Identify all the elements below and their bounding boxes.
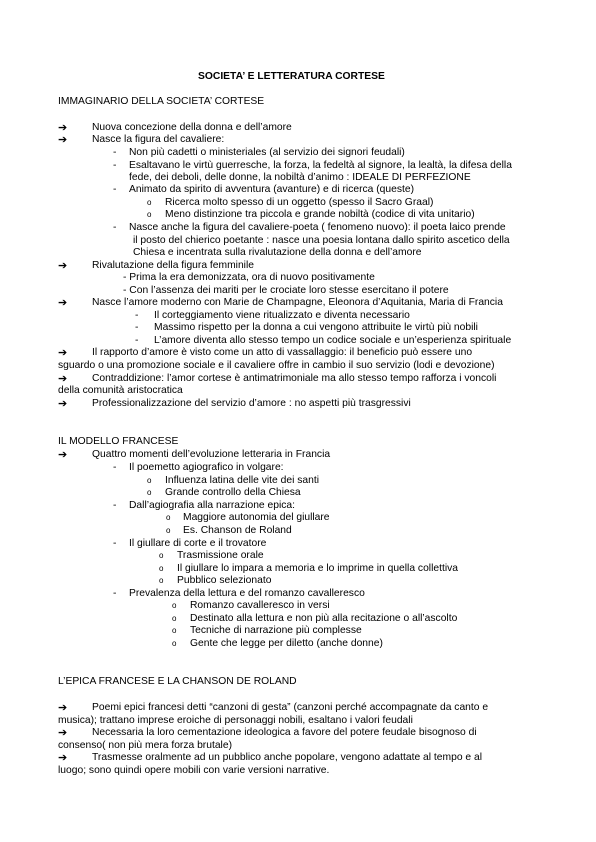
sub-bullet-text: fede, dei deboli, delle donne, la nobiltà d’animo : IDEALE DI PERFEZIONE [129, 172, 471, 183]
arrow-icon: ➔ [58, 398, 68, 410]
bullet-text: consenso( non più mera forza brutale) [58, 740, 232, 751]
sub-bullet-text: Prevalenza della lettura e del romanzo cavalleresco [129, 588, 365, 599]
arrow-icon: ➔ [58, 260, 68, 272]
sub-bullet-text: il posto del chierico poetante : nasce una poesia lontana dallo spirito ascetico della [133, 235, 510, 246]
sub-bullet-text: - Con l’assenza dei mariti per le crociate loro stesse esercitano il potere [123, 285, 449, 296]
document-title: SOCIETA’ E LETTERATURA CORTESE [198, 71, 385, 82]
circle-bullet-icon: o [147, 210, 152, 219]
sub-bullet-text: Massimo rispetto per la donna a cui vengono attribuite le virtù più nobili [154, 322, 478, 333]
circle-bullet-icon: o [147, 488, 152, 497]
dash-icon: - [113, 500, 117, 511]
sub-bullet-text: Il giullare di corte e il trovatore [129, 538, 267, 549]
circle-bullet-icon: o [159, 576, 164, 585]
circle-bullet-icon: o [172, 601, 177, 610]
sub-bullet-text: Esaltavano le virtù guerresche, la forza, la fedeltà al signore, la lealtà, la difesa della [129, 160, 512, 171]
sub-sub-bullet-text: Pubblico selezionato [177, 575, 272, 586]
sub-bullet-text: Il poemetto agiografico in volgare: [129, 462, 284, 473]
arrow-icon: ➔ [58, 702, 68, 714]
sub-sub-bullet-text: Es. Chanson de Roland [183, 525, 292, 536]
circle-bullet-icon: o [166, 513, 171, 522]
section-heading: IMMAGINARIO DELLA SOCIETA’ CORTESE [58, 96, 265, 107]
circle-bullet-icon: o [159, 564, 164, 573]
dash-icon: - [113, 184, 117, 195]
sub-bullet-text: Non più cadetti o ministeriales (al servizio dei signori feudali) [129, 147, 405, 158]
arrow-icon: ➔ [58, 449, 68, 461]
arrow-icon: ➔ [58, 727, 68, 739]
sub-bullet-text: L’amore diventa allo stesso tempo un codice sociale e un’esperienza spirituale [154, 335, 512, 346]
bullet-text: Necessaria la loro cementazione ideologica a favore del potere feudale bisognoso di [92, 727, 477, 738]
bullet-text: sguardo o una promozione sociale e il cavaliere offre in cambio il suo servizio (lodi e devozione) [58, 360, 495, 371]
section-heading: L’EPICA FRANCESE E LA CHANSON DE ROLAND [58, 676, 297, 687]
arrow-icon: ➔ [58, 134, 68, 146]
bullet-text: Nasce la figura del cavaliere: [92, 134, 225, 145]
sub-sub-bullet-text: Gente che legge per diletto (anche donne) [190, 638, 383, 649]
circle-bullet-icon: o [147, 198, 152, 207]
bullet-text: Nasce l’amore moderno con Marie de Champagne, Eleonora d’Aquitania, Maria di Francia [92, 297, 503, 308]
dash-icon: - [135, 322, 139, 333]
sub-bullet-text: Animato da spirito di avventura (avanture) e di ricerca (queste) [129, 184, 415, 195]
sub-sub-bullet-text: Il giullare lo impara a memoria e lo imprime in quella collettiva [177, 563, 458, 574]
bullet-text: della comunità aristocratica [58, 385, 183, 396]
arrow-icon: ➔ [58, 122, 68, 134]
arrow-icon: ➔ [58, 297, 68, 309]
bullet-text: musica); trattano imprese eroiche di personaggi nobili, esaltano i valori feudali [58, 715, 413, 726]
dash-icon: - [135, 335, 139, 346]
sub-bullet-text: Dall’agiografia alla narrazione epica: [129, 500, 295, 511]
circle-bullet-icon: o [147, 476, 152, 485]
sub-bullet-text: Il corteggiamento viene ritualizzato e diventa necessario [154, 310, 410, 321]
sub-sub-bullet-text: Romanzo cavalleresco in versi [190, 600, 330, 611]
sub-sub-bullet-text: Ricerca molto spesso di un oggetto (spesso il Sacro Graal) [165, 197, 434, 208]
sub-sub-bullet-text: Maggiore autonomia del giullare [183, 512, 330, 523]
bullet-text: Il rapporto d’amore è visto come un atto di vassallaggio: il beneficio può essere uno [92, 347, 473, 358]
bullet-text: luogo; sono quindi opere mobili con varie versioni narrative. [58, 765, 330, 776]
sub-sub-bullet-text: Trasmissione orale [177, 550, 264, 561]
circle-bullet-icon: o [172, 639, 177, 648]
arrow-icon: ➔ [58, 373, 68, 385]
sub-sub-bullet-text: Influenza latina delle vite dei santi [165, 475, 319, 486]
circle-bullet-icon: o [166, 526, 171, 535]
dash-icon: - [113, 588, 117, 599]
bullet-text: Quattro momenti dell’evoluzione letteraria in Francia [92, 449, 331, 460]
bullet-text: Trasmesse oralmente ad un pubblico anche popolare, vengono adattate al tempo e al [92, 752, 483, 763]
dash-icon: - [113, 462, 117, 473]
sub-sub-bullet-text: Meno distinzione tra piccola e grande nobiltà (codice di vita unitario) [165, 209, 475, 220]
arrow-icon: ➔ [58, 752, 68, 764]
sub-sub-bullet-text: Destinato alla lettura e non più alla recitazione o all’ascolto [190, 613, 458, 624]
sub-bullet-text: - Prima la era demonizzata, ora di nuovo positivamente [123, 272, 375, 283]
bullet-text: Nuova concezione della donna e dell’amore [92, 122, 292, 133]
circle-bullet-icon: o [172, 614, 177, 623]
section-heading: IL MODELLO FRANCESE [58, 436, 179, 447]
sub-sub-bullet-text: Tecniche di narrazione più complesse [190, 625, 362, 636]
sub-sub-bullet-text: Grande controllo della Chiesa [165, 487, 301, 498]
arrow-icon: ➔ [58, 347, 68, 359]
bullet-text: Rivalutazione della figura femminile [92, 260, 254, 271]
dash-icon: - [135, 310, 139, 321]
dash-icon: - [113, 160, 117, 171]
dash-icon: - [113, 538, 117, 549]
bullet-text: Poemi epici francesi detti “canzoni di gesta” (canzoni perché accompagnate da canto e [92, 702, 489, 713]
dash-icon: - [113, 147, 117, 158]
circle-bullet-icon: o [172, 626, 177, 635]
dash-icon: - [113, 222, 117, 233]
circle-bullet-icon: o [159, 551, 164, 560]
sub-bullet-text: Chiesa e incentrata sulla rivalutazione della donna e dell’amore [133, 247, 422, 258]
bullet-text: Contraddizione: l’amor cortese è antimatrimoniale ma allo stesso tempo rafforza i voncoli [92, 373, 497, 384]
sub-bullet-text: Nasce anche la figura del cavaliere-poeta ( fenomeno nuovo): il poeta laico prende [129, 222, 506, 233]
bullet-text: Professionalizzazione del servizio d’amore : no aspetti più trasgressivi [92, 398, 411, 409]
